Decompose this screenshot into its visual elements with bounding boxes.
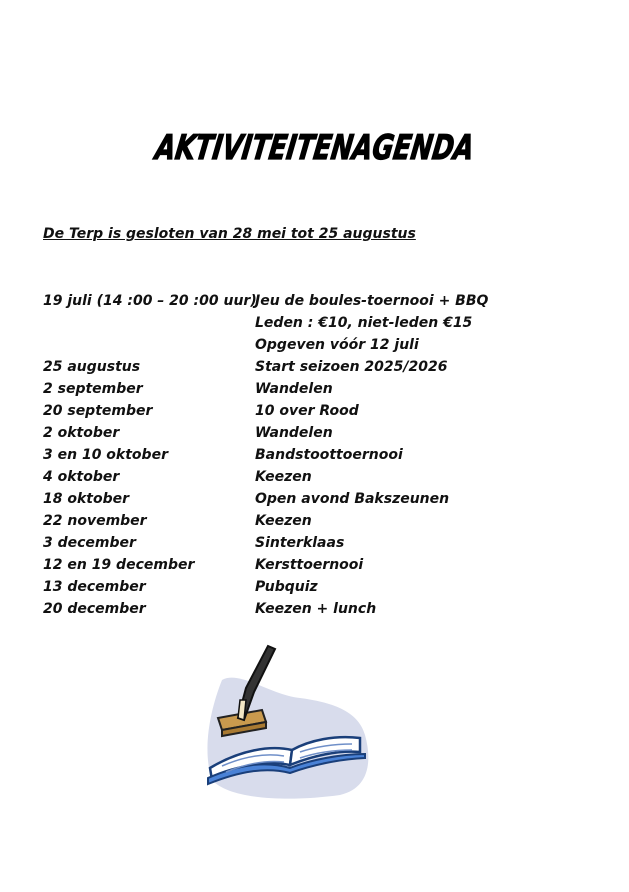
agenda-date: 18 oktober [43, 491, 130, 507]
agenda-event: Start seizoen 2025/2026 [255, 359, 448, 375]
agenda-row [43, 510, 603, 532]
agenda-date: 20 september [43, 403, 153, 419]
agenda-event: Leden : €10, niet-leden €15 [255, 315, 473, 331]
agenda-date: 3 december [43, 535, 136, 551]
closure-notice: De Terp is gesloten van 28 mei tot 25 augustus [43, 226, 416, 242]
agenda-row [43, 576, 603, 598]
agenda-list [43, 290, 603, 620]
agenda-event: Pubquiz [255, 579, 318, 595]
agenda-date: 2 september [43, 381, 143, 397]
agenda-row [43, 466, 603, 488]
agenda-row [43, 312, 603, 334]
agenda-event: Wandelen [255, 381, 333, 397]
agenda-date: 25 augustus [43, 359, 141, 375]
agenda-row [43, 532, 603, 554]
agenda-date: 12 en 19 december [43, 557, 195, 573]
agenda-date: 3 en 10 oktober [43, 447, 168, 463]
agenda-event: Keezen [255, 513, 312, 529]
agenda-event: Bandstoottoernooi [255, 447, 403, 463]
agenda-row [43, 334, 603, 356]
agenda-row [43, 554, 603, 576]
agenda-row [43, 488, 603, 510]
agenda-row [43, 400, 603, 422]
agenda-date: 2 oktober [43, 425, 120, 441]
agenda-date: 4 oktober [43, 469, 120, 485]
agenda-date: 13 december [43, 579, 146, 595]
quill-tip [238, 700, 246, 720]
agenda-event: 10 over Rood [255, 403, 359, 419]
agenda-date [43, 312, 255, 334]
agenda-event: Opgeven vóór 12 juli [255, 337, 419, 353]
book-and-quill-icon [200, 640, 375, 805]
agenda-row [43, 378, 603, 400]
agenda-event: Sinterklaas [255, 535, 345, 551]
agenda-date: 22 november [43, 513, 147, 529]
agenda-date: 19 juli (14 :00 – 20 :00 uur) [43, 293, 257, 309]
agenda-row [43, 598, 603, 620]
agenda-row [43, 290, 603, 312]
agenda-event: Wandelen [255, 425, 333, 441]
agenda-event: Jeu de boules-toernooi + BBQ [255, 293, 489, 309]
agenda-event: Keezen [255, 469, 312, 485]
agenda-date: 20 december [43, 601, 146, 617]
page-title-text: AKTIVITEITENAGENDA [152, 128, 581, 168]
agenda-event: Keezen + lunch [255, 601, 377, 617]
page-title [150, 118, 581, 168]
agenda-event: Kersttoernooi [255, 557, 364, 573]
agenda-row [43, 444, 603, 466]
agenda-row [43, 356, 603, 378]
agenda-date [43, 334, 255, 356]
agenda-row [43, 422, 603, 444]
agenda-event: Open avond Bakszeunen [255, 491, 450, 507]
